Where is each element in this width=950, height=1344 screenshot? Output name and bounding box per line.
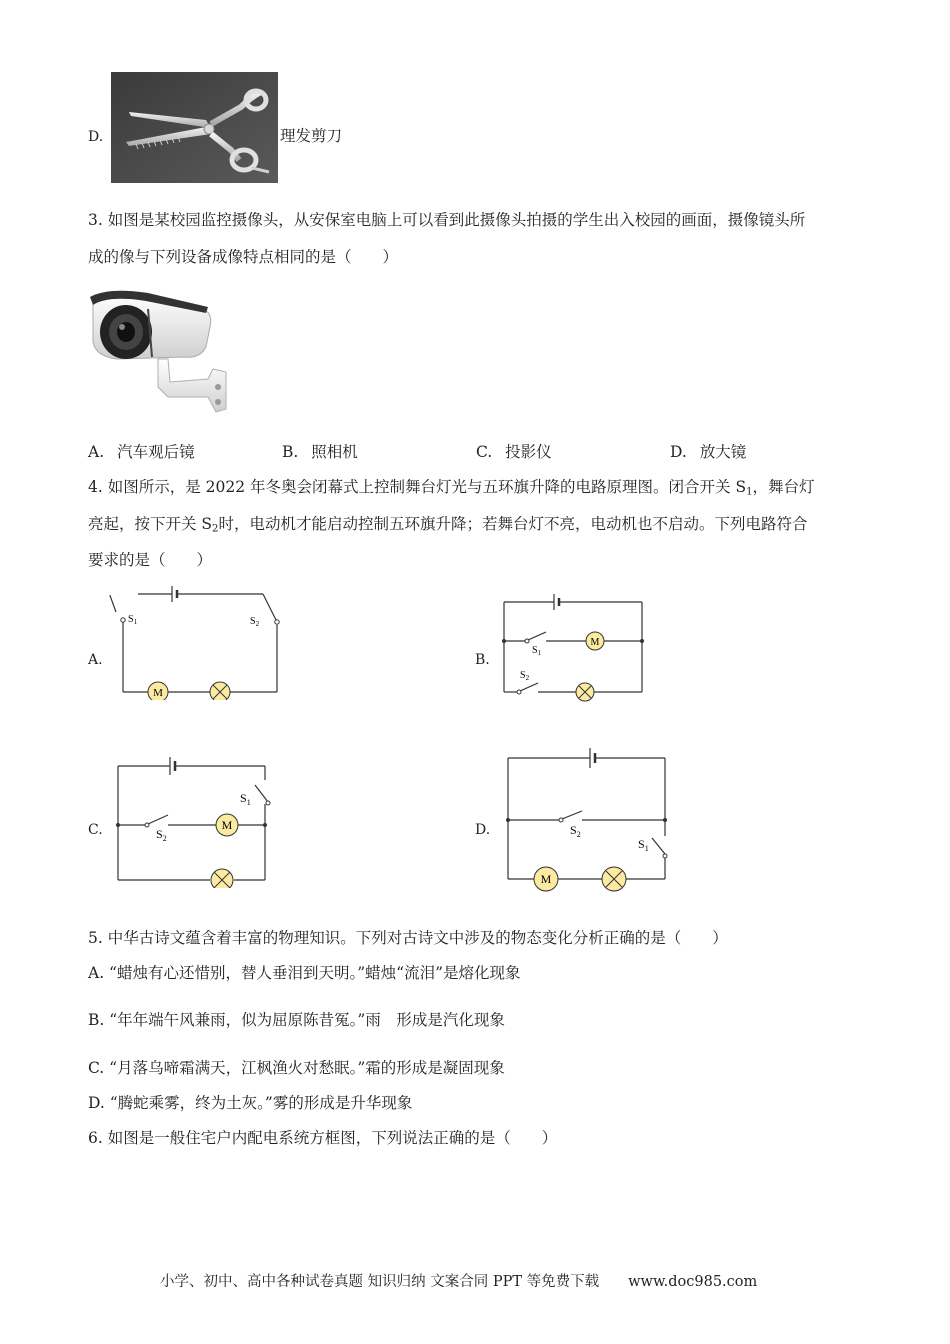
- option-text: 照相机: [311, 443, 358, 461]
- switch-s1-label: $S_1$: [240, 791, 251, 807]
- q4-stem-line1: [88, 477, 815, 503]
- circuit-a-diagram: [108, 582, 288, 700]
- switch-s1-label: $S_1$: [638, 837, 649, 853]
- circuit-b-diagram: [498, 590, 648, 702]
- option-letter: D.: [670, 443, 687, 461]
- q2-option-d-letter: D.: [88, 129, 104, 145]
- switch-s2-label: $S_2$: [250, 616, 260, 628]
- circuit-c-letter: C.: [88, 822, 103, 838]
- option-text: 投影仪: [505, 443, 552, 461]
- circuit-a-letter: A.: [88, 652, 103, 668]
- option-text: 汽车观后镜: [117, 443, 195, 461]
- q5-option-d[interactable]: D. “腾蛇乘雾，终为土灰。”雾的形成是升华现象: [88, 1094, 413, 1112]
- option-letter: C.: [476, 443, 493, 461]
- motor-label: M: [540, 872, 552, 886]
- q4-stem-part: 亮起，按下开关 S: [88, 515, 213, 533]
- motor-label: M: [153, 687, 163, 699]
- q3-stem-line1: 3. 如图是某校园监控摄像头，从安保室电脑上可以看到此摄像头拍摄的学生出入校园的画面，摄像镜头所: [88, 211, 806, 229]
- circuit-d-diagram: [498, 742, 673, 892]
- q4-stem-part: ，舞台灯: [752, 478, 815, 496]
- q5-stem: 5. 中华古诗文蕴含着丰富的物理知识。下列对古诗文中涉及的物态变化分析正确的是（ ）: [88, 929, 728, 947]
- q2-option-d-text: 理发剪刀: [280, 127, 343, 145]
- q5-option-a[interactable]: A. “蜡烛有心还惜别，替人垂泪到天明。”蜡烛“流泪”是熔化现象: [88, 964, 521, 982]
- motor-label: M: [221, 818, 233, 832]
- q4-stem-line2: [88, 514, 807, 540]
- option-letter: B.: [282, 443, 299, 461]
- q3-option-a[interactable]: [88, 442, 195, 462]
- circuit-b-letter: B.: [475, 652, 490, 668]
- q3-stem-line2: 成的像与下列设备成像特点相同的是（ ）: [88, 248, 399, 266]
- option-text: 放大镜: [699, 443, 747, 461]
- q4-stem-part: 4. 如图所示，是 2022 年冬奥会闭幕式上控制舞台灯光与五环旗升降的电路原理图。闭合开关 S: [88, 478, 747, 496]
- q6-stem: 6. 如图是一般住宅户内配电系统方框图，下列说法正确的是（ ）: [88, 1129, 558, 1147]
- q4-subscript: 2: [212, 523, 219, 535]
- page-footer: 小学、初中、高中各种试卷真题 知识归纳 文案合同 PPT 等免费下载 www.doc985.com: [160, 1274, 758, 1290]
- switch-s2-label: $S_2$: [570, 823, 581, 839]
- q3-option-c[interactable]: [476, 442, 552, 462]
- switch-s1-label: $S_1$: [128, 614, 138, 626]
- q5-option-b[interactable]: B. “年年端午风兼雨，似为屈原陈昔冤。”雨 形成是汽化现象: [88, 1011, 505, 1029]
- motor-label: M: [590, 637, 600, 648]
- switch-s2-label: $S_2$: [156, 827, 167, 843]
- circuit-d-letter: D.: [475, 822, 491, 838]
- option-letter: A.: [88, 443, 105, 461]
- q4-subscript: 1: [746, 486, 753, 498]
- circuit-c-diagram: [108, 752, 278, 888]
- q3-option-d[interactable]: [670, 442, 746, 462]
- switch-s1-label: $S_1$: [532, 645, 542, 657]
- scissors-photo-icon: [111, 72, 278, 183]
- q5-option-c[interactable]: C. “月落乌啼霜满天，江枫渔火对愁眠。”霜的形成是凝固现象: [88, 1059, 505, 1077]
- q3-option-b[interactable]: [282, 442, 358, 462]
- switch-s2-label: $S_2$: [520, 670, 530, 682]
- security-camera-icon: [88, 287, 228, 415]
- q4-stem-line3: 要求的是（ ）: [88, 551, 213, 569]
- q4-stem-part: 时，电动机才能启动控制五环旗升降；若舞台灯不亮，电动机也不启动。下列电路符合: [218, 515, 808, 533]
